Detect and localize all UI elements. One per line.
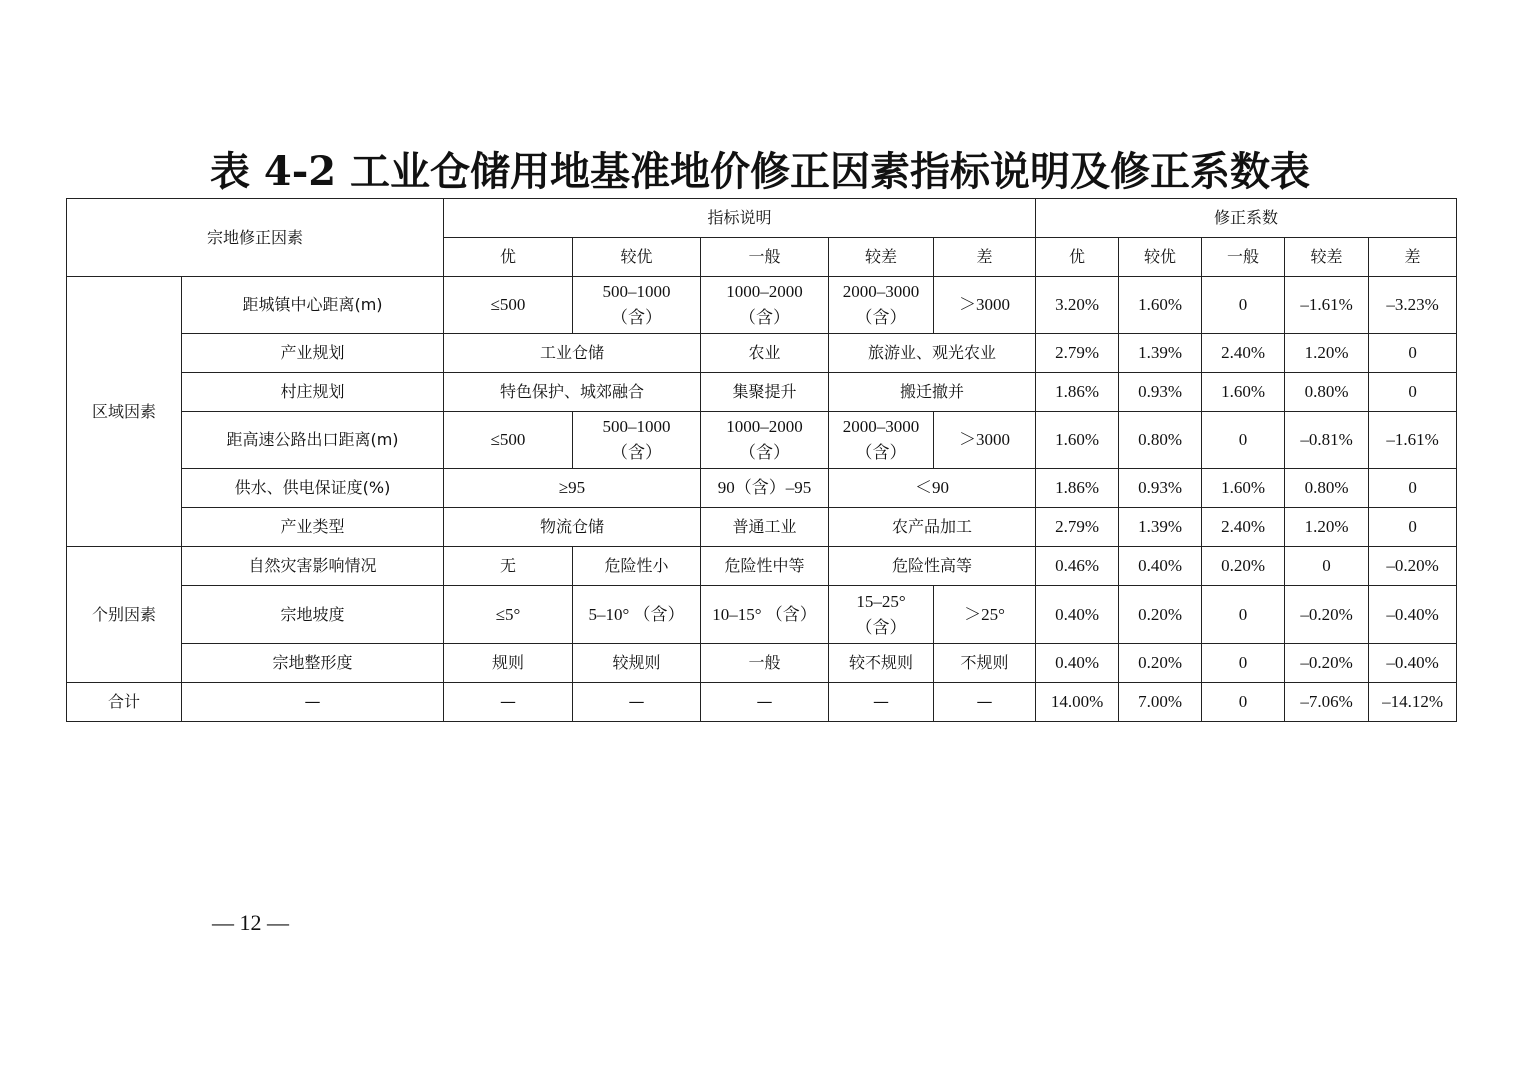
total-coefficient: 0 [1202, 683, 1285, 722]
coefficient-cell: 0.20% [1202, 547, 1285, 586]
coefficient-cell: 1.39% [1119, 508, 1202, 547]
indicator-cell: 10–15° （含） [701, 586, 829, 644]
header-row-1 [67, 199, 1457, 238]
level-header: 较差 [829, 238, 934, 277]
factor-name: 宗地整形度 [182, 644, 444, 683]
indicator-cell: ＞3000 [934, 277, 1036, 334]
indicator-inclusive: （含） [855, 443, 907, 462]
coefficient-cell: 0 [1369, 334, 1457, 373]
indicator-range: 2000–3000 [842, 282, 920, 301]
level-header: 优 [444, 238, 573, 277]
dash-cell: — [701, 683, 829, 722]
table-row [67, 586, 1457, 644]
indicator-cell: 危险性高等 [829, 547, 1036, 586]
indicator-cell [829, 586, 934, 644]
coefficient-cell: 1.60% [1202, 469, 1285, 508]
indicator-cell: 危险性小 [573, 547, 701, 586]
indicator-cell: 危险性中等 [701, 547, 829, 586]
coefficient-cell: 1.60% [1202, 373, 1285, 412]
indicator-cell: 不规则 [934, 644, 1036, 683]
coefficient-cell: 0 [1369, 469, 1457, 508]
factor-name: 距高速公路出口距离(m) [182, 412, 444, 469]
coefficient-cell: –1.61% [1369, 412, 1457, 469]
factor-name: 宗地坡度 [182, 586, 444, 644]
table-title: 表 4-2 工业仓储用地基准地价修正因素指标说明及修正系数表 [209, 148, 1311, 195]
indicator-cell: 搬迁撤并 [829, 373, 1036, 412]
factor-name: 村庄规划 [182, 373, 444, 412]
table-row [67, 644, 1457, 683]
factor-name: 自然灾害影响情况 [182, 547, 444, 586]
indicator-cell: ＜90 [829, 469, 1036, 508]
coefficient-cell: 2.79% [1036, 508, 1119, 547]
coefficient-cell: 1.20% [1285, 334, 1369, 373]
indicator-cell: ＞25° [934, 586, 1036, 644]
dash-cell: — [934, 683, 1036, 722]
level-header: 差 [1369, 238, 1457, 277]
indicator-cell: 5–10° （含） [573, 586, 701, 644]
indicator-cell: ≤5° [444, 586, 573, 644]
coefficient-cell: 2.40% [1202, 334, 1285, 373]
coefficient-cell: 0.80% [1119, 412, 1202, 469]
coefficient-cell: 0.40% [1036, 586, 1119, 644]
level-header: 优 [1036, 238, 1119, 277]
coefficient-cell: 0.40% [1119, 547, 1202, 586]
indicator-group-header: 指标说明 [444, 199, 1036, 238]
coefficient-cell: –0.20% [1285, 586, 1369, 644]
indicator-cell: 无 [444, 547, 573, 586]
indicator-cell: 农业 [701, 334, 829, 373]
coefficient-cell: 0.93% [1119, 469, 1202, 508]
indicator-inclusive: （含） [855, 308, 907, 327]
coefficient-cell: 0.20% [1119, 586, 1202, 644]
total-coefficient: –14.12% [1369, 683, 1457, 722]
level-header: 差 [934, 238, 1036, 277]
coefficient-cell: –0.81% [1285, 412, 1369, 469]
indicator-range: 2000–3000 [842, 417, 920, 436]
dash-cell: — [444, 683, 573, 722]
indicator-range: 1000–2000 [726, 282, 803, 301]
level-header: 一般 [701, 238, 829, 277]
coefficient-cell: 1.20% [1285, 508, 1369, 547]
coefficient-cell: 1.86% [1036, 373, 1119, 412]
factor-name: 距城镇中心距离(m) [182, 277, 444, 334]
factor-name: 产业规划 [182, 334, 444, 373]
coefficient-cell: 1.60% [1119, 277, 1202, 334]
coefficient-cell: 0.20% [1119, 644, 1202, 683]
coefficient-cell: 0 [1202, 586, 1285, 644]
indicator-range: 500–1000 [602, 282, 671, 301]
dash-cell: — [573, 683, 701, 722]
indicator-cell: ≤500 [444, 277, 573, 334]
coefficient-cell: –0.40% [1369, 586, 1457, 644]
coefficient-cell: 2.79% [1036, 334, 1119, 373]
coefficient-cell: 1.86% [1036, 469, 1119, 508]
total-coefficient: 7.00% [1119, 683, 1202, 722]
level-header: 一般 [1202, 238, 1285, 277]
coefficient-cell: 0.46% [1036, 547, 1119, 586]
indicator-cell: 一般 [701, 644, 829, 683]
coefficient-cell: 1.60% [1036, 412, 1119, 469]
indicator-range: 500–1000 [602, 417, 671, 436]
table-row [67, 277, 1457, 334]
indicator-inclusive: （含） [611, 443, 663, 462]
indicator-inclusive: （含） [855, 617, 907, 637]
indicator-inclusive: （含） [739, 443, 791, 462]
indicator-cell: 规则 [444, 644, 573, 683]
indicator-cell: 普通工业 [701, 508, 829, 547]
total-coefficient: –7.06% [1285, 683, 1369, 722]
level-header: 较优 [573, 238, 701, 277]
table-row [67, 334, 1457, 373]
coefficient-cell: –0.20% [1285, 644, 1369, 683]
coefficient-cell: 0.80% [1285, 469, 1369, 508]
indicator-cell: ≤500 [444, 412, 573, 469]
total-label: 合计 [67, 683, 182, 722]
table-row [67, 547, 1457, 586]
coefficient-cell: 2.40% [1202, 508, 1285, 547]
indicator-cell: 物流仓储 [444, 508, 701, 547]
indicator-cell [829, 412, 934, 469]
coefficient-cell: –0.40% [1369, 644, 1457, 683]
coefficient-cell: 0.93% [1119, 373, 1202, 412]
coefficient-group-header: 修正系数 [1036, 199, 1457, 238]
indicator-cell: 较规则 [573, 644, 701, 683]
level-header: 较优 [1119, 238, 1202, 277]
coefficient-cell: 0 [1369, 373, 1457, 412]
indicator-cell: 集聚提升 [701, 373, 829, 412]
coefficient-cell: 0 [1369, 508, 1457, 547]
dash-cell: — [182, 683, 444, 722]
indicator-inclusive: （含） [739, 308, 791, 327]
coefficient-cell: –3.23% [1369, 277, 1457, 334]
level-header: 较差 [1285, 238, 1369, 277]
indicator-cell: 90（含）–95 [701, 469, 829, 508]
indicator-cell [829, 277, 934, 334]
correction-table [66, 198, 1457, 722]
coefficient-cell: 0 [1202, 277, 1285, 334]
total-row [67, 683, 1457, 722]
indicator-cell: ＞3000 [934, 412, 1036, 469]
table-row [67, 508, 1457, 547]
table-row [67, 373, 1457, 412]
indicator-cell: ≥95 [444, 469, 701, 508]
factor-header: 宗地修正因素 [67, 199, 444, 277]
indicator-cell: 较不规则 [829, 644, 934, 683]
page-number: — 12 — [212, 910, 289, 935]
dash-cell: — [829, 683, 934, 722]
factor-name: 产业类型 [182, 508, 444, 547]
indicator-cell: 农产品加工 [829, 508, 1036, 547]
regional-factors-label: 区域因素 [67, 277, 182, 547]
indicator-cell: 旅游业、观光农业 [829, 334, 1036, 373]
table-row [67, 469, 1457, 508]
indicator-range: 1000–2000 [726, 417, 803, 436]
coefficient-cell: 1.39% [1119, 334, 1202, 373]
indicator-cell: 特色保护、城郊融合 [444, 373, 701, 412]
indicator-cell: 工业仓储 [444, 334, 701, 373]
coefficient-cell: 0 [1202, 412, 1285, 469]
coefficient-cell: 0.40% [1036, 644, 1119, 683]
individual-factors-label: 个别因素 [67, 547, 182, 683]
indicator-cell [573, 277, 701, 334]
table-row [67, 412, 1457, 469]
coefficient-cell: 0.80% [1285, 373, 1369, 412]
indicator-cell [701, 277, 829, 334]
coefficient-cell: –0.20% [1369, 547, 1457, 586]
total-coefficient: 14.00% [1036, 683, 1119, 722]
indicator-cell [573, 412, 701, 469]
indicator-range: 15–25° [856, 591, 906, 611]
coefficient-cell: 0 [1202, 644, 1285, 683]
factor-name: 供水、供电保证度(%) [182, 469, 444, 508]
indicator-inclusive: （含） [611, 308, 663, 327]
coefficient-cell: –1.61% [1285, 277, 1369, 334]
coefficient-cell: 0 [1285, 547, 1369, 586]
indicator-cell [701, 412, 829, 469]
coefficient-cell: 3.20% [1036, 277, 1119, 334]
